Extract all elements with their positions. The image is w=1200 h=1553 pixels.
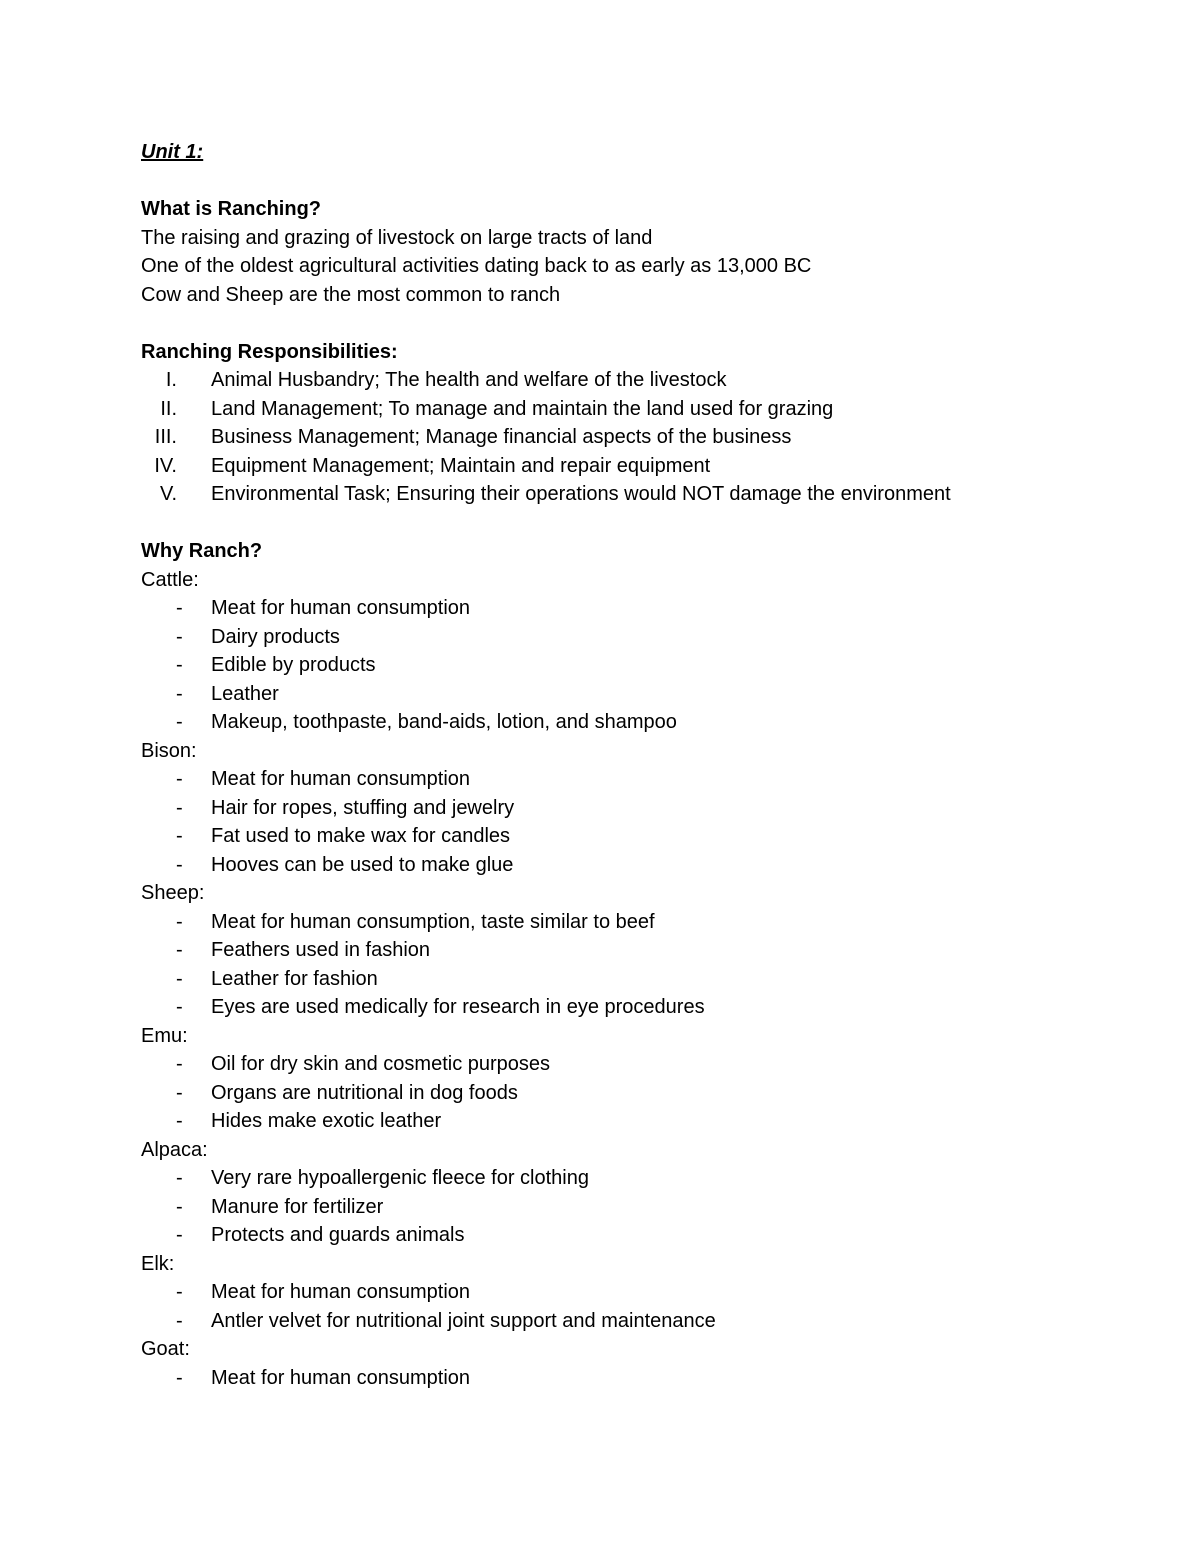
list-number: V. xyxy=(159,483,177,505)
list-item-text: Antler velvet for nutritional joint support and maintenance xyxy=(211,1309,716,1332)
list-number: I. xyxy=(165,369,177,391)
dash-bullet: - xyxy=(176,967,183,990)
list-item xyxy=(141,651,1141,680)
list-item xyxy=(141,765,1141,794)
list-item xyxy=(141,822,1141,851)
list-item xyxy=(141,395,1141,424)
dash-bullet: - xyxy=(176,597,183,619)
responsibilities-list xyxy=(141,366,1141,509)
dash-bullet: - xyxy=(176,1281,183,1303)
list-item-text: Feathers used in fashion xyxy=(211,939,431,961)
list-item-text: Edible by products xyxy=(211,654,376,676)
list-item xyxy=(141,680,1141,709)
dash-bullet: - xyxy=(176,939,183,961)
dash-bullet: - xyxy=(176,1195,183,1218)
list-item-text: Eyes are used medically for research in eye procedures xyxy=(211,996,705,1018)
list-item-text: Oil for dry skin and cosmetic purposes xyxy=(211,1053,551,1075)
animal-group-label: Emu: xyxy=(141,1024,188,1047)
list-item-text: Meat for human consumption xyxy=(211,1366,471,1389)
animal-use-list xyxy=(141,594,1141,737)
dash-bullet: - xyxy=(176,1081,183,1104)
animal-group-label: Alpaca: xyxy=(141,1138,208,1161)
list-item-text: Equipment Management; Maintain and repair equipment xyxy=(211,454,711,477)
animal-use-list xyxy=(141,1050,1141,1136)
dash-bullet: - xyxy=(176,1309,183,1332)
list-item xyxy=(141,452,1141,481)
list-item xyxy=(141,366,1141,395)
list-item xyxy=(141,1079,1141,1108)
list-item-text: Animal Husbandry; The health and welfare of the livestock xyxy=(211,369,727,391)
list-item-text: Makeup, toothpaste, band-aids, lotion, and shampoo xyxy=(211,711,677,733)
animal-use-list xyxy=(141,1164,1141,1250)
dash-bullet: - xyxy=(176,682,183,705)
dash-bullet: - xyxy=(176,796,183,819)
list-item xyxy=(141,623,1141,652)
list-item xyxy=(141,908,1141,937)
list-item xyxy=(141,1107,1141,1136)
list-item-text: Meat for human consumption xyxy=(211,1281,471,1303)
list-item-text: Fat used to make wax for candles xyxy=(211,825,511,847)
animal-group-label: Sheep: xyxy=(141,882,205,904)
list-item xyxy=(141,1364,1141,1393)
animal-use-list xyxy=(141,765,1141,879)
list-number: III. xyxy=(154,426,177,448)
list-item-text: Environmental Task; Ensuring their operations would NOT damage the environment xyxy=(211,483,951,505)
list-item-text: Manure for fertilizer xyxy=(211,1195,384,1218)
animal-use-list xyxy=(141,908,1141,1022)
spacer xyxy=(141,309,1141,338)
list-item xyxy=(141,936,1141,965)
dash-bullet: - xyxy=(176,711,183,733)
animal-use-list xyxy=(141,1278,1141,1335)
dash-bullet: - xyxy=(176,625,183,648)
animal-group-label: Bison: xyxy=(141,739,197,762)
list-item xyxy=(141,480,1141,509)
list-item-text: Business Management; Manage financial aspects of the business xyxy=(211,426,792,448)
list-item-text: Hooves can be used to make glue xyxy=(211,853,514,876)
list-item-text: Land Management; To manage and maintain the land used for grazing xyxy=(211,397,834,420)
spacer xyxy=(141,509,1141,538)
definition-line: Cow and Sheep are the most common to ranch xyxy=(141,283,561,306)
list-item xyxy=(141,1307,1141,1336)
dash-bullet: - xyxy=(176,654,183,676)
animal-use-list xyxy=(141,1364,1141,1393)
dash-bullet: - xyxy=(176,910,183,933)
dash-bullet: - xyxy=(176,1366,183,1389)
animal-groups xyxy=(141,566,1141,1393)
list-item-text: Leather xyxy=(211,682,279,705)
definition-line: One of the oldest agricultural activities dating back to as early as 13,000 BC xyxy=(141,255,812,277)
dash-bullet: - xyxy=(176,768,183,790)
animal-group-label: Elk: xyxy=(141,1252,175,1275)
list-item-text: Meat for human consumption, taste similar to beef xyxy=(211,910,655,933)
list-item xyxy=(141,851,1141,880)
animal-group-label: Goat: xyxy=(141,1338,190,1360)
list-item-text: Leather for fashion xyxy=(211,967,378,990)
page-title: Unit 1: xyxy=(141,141,204,163)
list-item-text: Organs are nutritional in dog foods xyxy=(211,1081,518,1104)
section-heading-why-ranch: Why Ranch? xyxy=(141,540,263,562)
list-item xyxy=(141,794,1141,823)
list-number: II. xyxy=(160,397,177,420)
list-item xyxy=(141,708,1141,737)
list-item-text: Very rare hypoallergenic fleece for clothing xyxy=(211,1167,589,1189)
dash-bullet: - xyxy=(176,996,183,1018)
list-item xyxy=(141,423,1141,452)
section-heading-responsibilities: Ranching Responsibilities: xyxy=(141,340,398,363)
section-heading-what-is-ranching: What is Ranching? xyxy=(141,198,321,220)
document-body xyxy=(141,138,1141,1392)
list-item xyxy=(141,1164,1141,1193)
list-item xyxy=(141,965,1141,994)
list-item xyxy=(141,1278,1141,1307)
list-item xyxy=(141,1193,1141,1222)
dash-bullet: - xyxy=(176,853,183,876)
list-item xyxy=(141,1221,1141,1250)
dash-bullet: - xyxy=(176,1167,183,1189)
animal-group-label: Cattle: xyxy=(141,568,199,591)
spacer xyxy=(141,167,1141,196)
list-item-text: Hides make exotic leather xyxy=(211,1110,442,1132)
list-item xyxy=(141,993,1141,1022)
list-item-text: Dairy products xyxy=(211,625,340,648)
definition-line: The raising and grazing of livestock on large tracts of land xyxy=(141,226,653,249)
dash-bullet: - xyxy=(176,1053,183,1075)
list-item xyxy=(141,1050,1141,1079)
list-item xyxy=(141,594,1141,623)
list-number: IV. xyxy=(154,454,177,477)
list-item-text: Meat for human consumption xyxy=(211,597,471,619)
list-item-text: Protects and guards animals xyxy=(211,1224,465,1246)
list-item-text: Hair for ropes, stuffing and jewelry xyxy=(211,796,515,819)
dash-bullet: - xyxy=(176,1110,183,1132)
list-item-text: Meat for human consumption xyxy=(211,768,471,790)
dash-bullet: - xyxy=(176,1224,183,1246)
dash-bullet: - xyxy=(176,825,183,847)
